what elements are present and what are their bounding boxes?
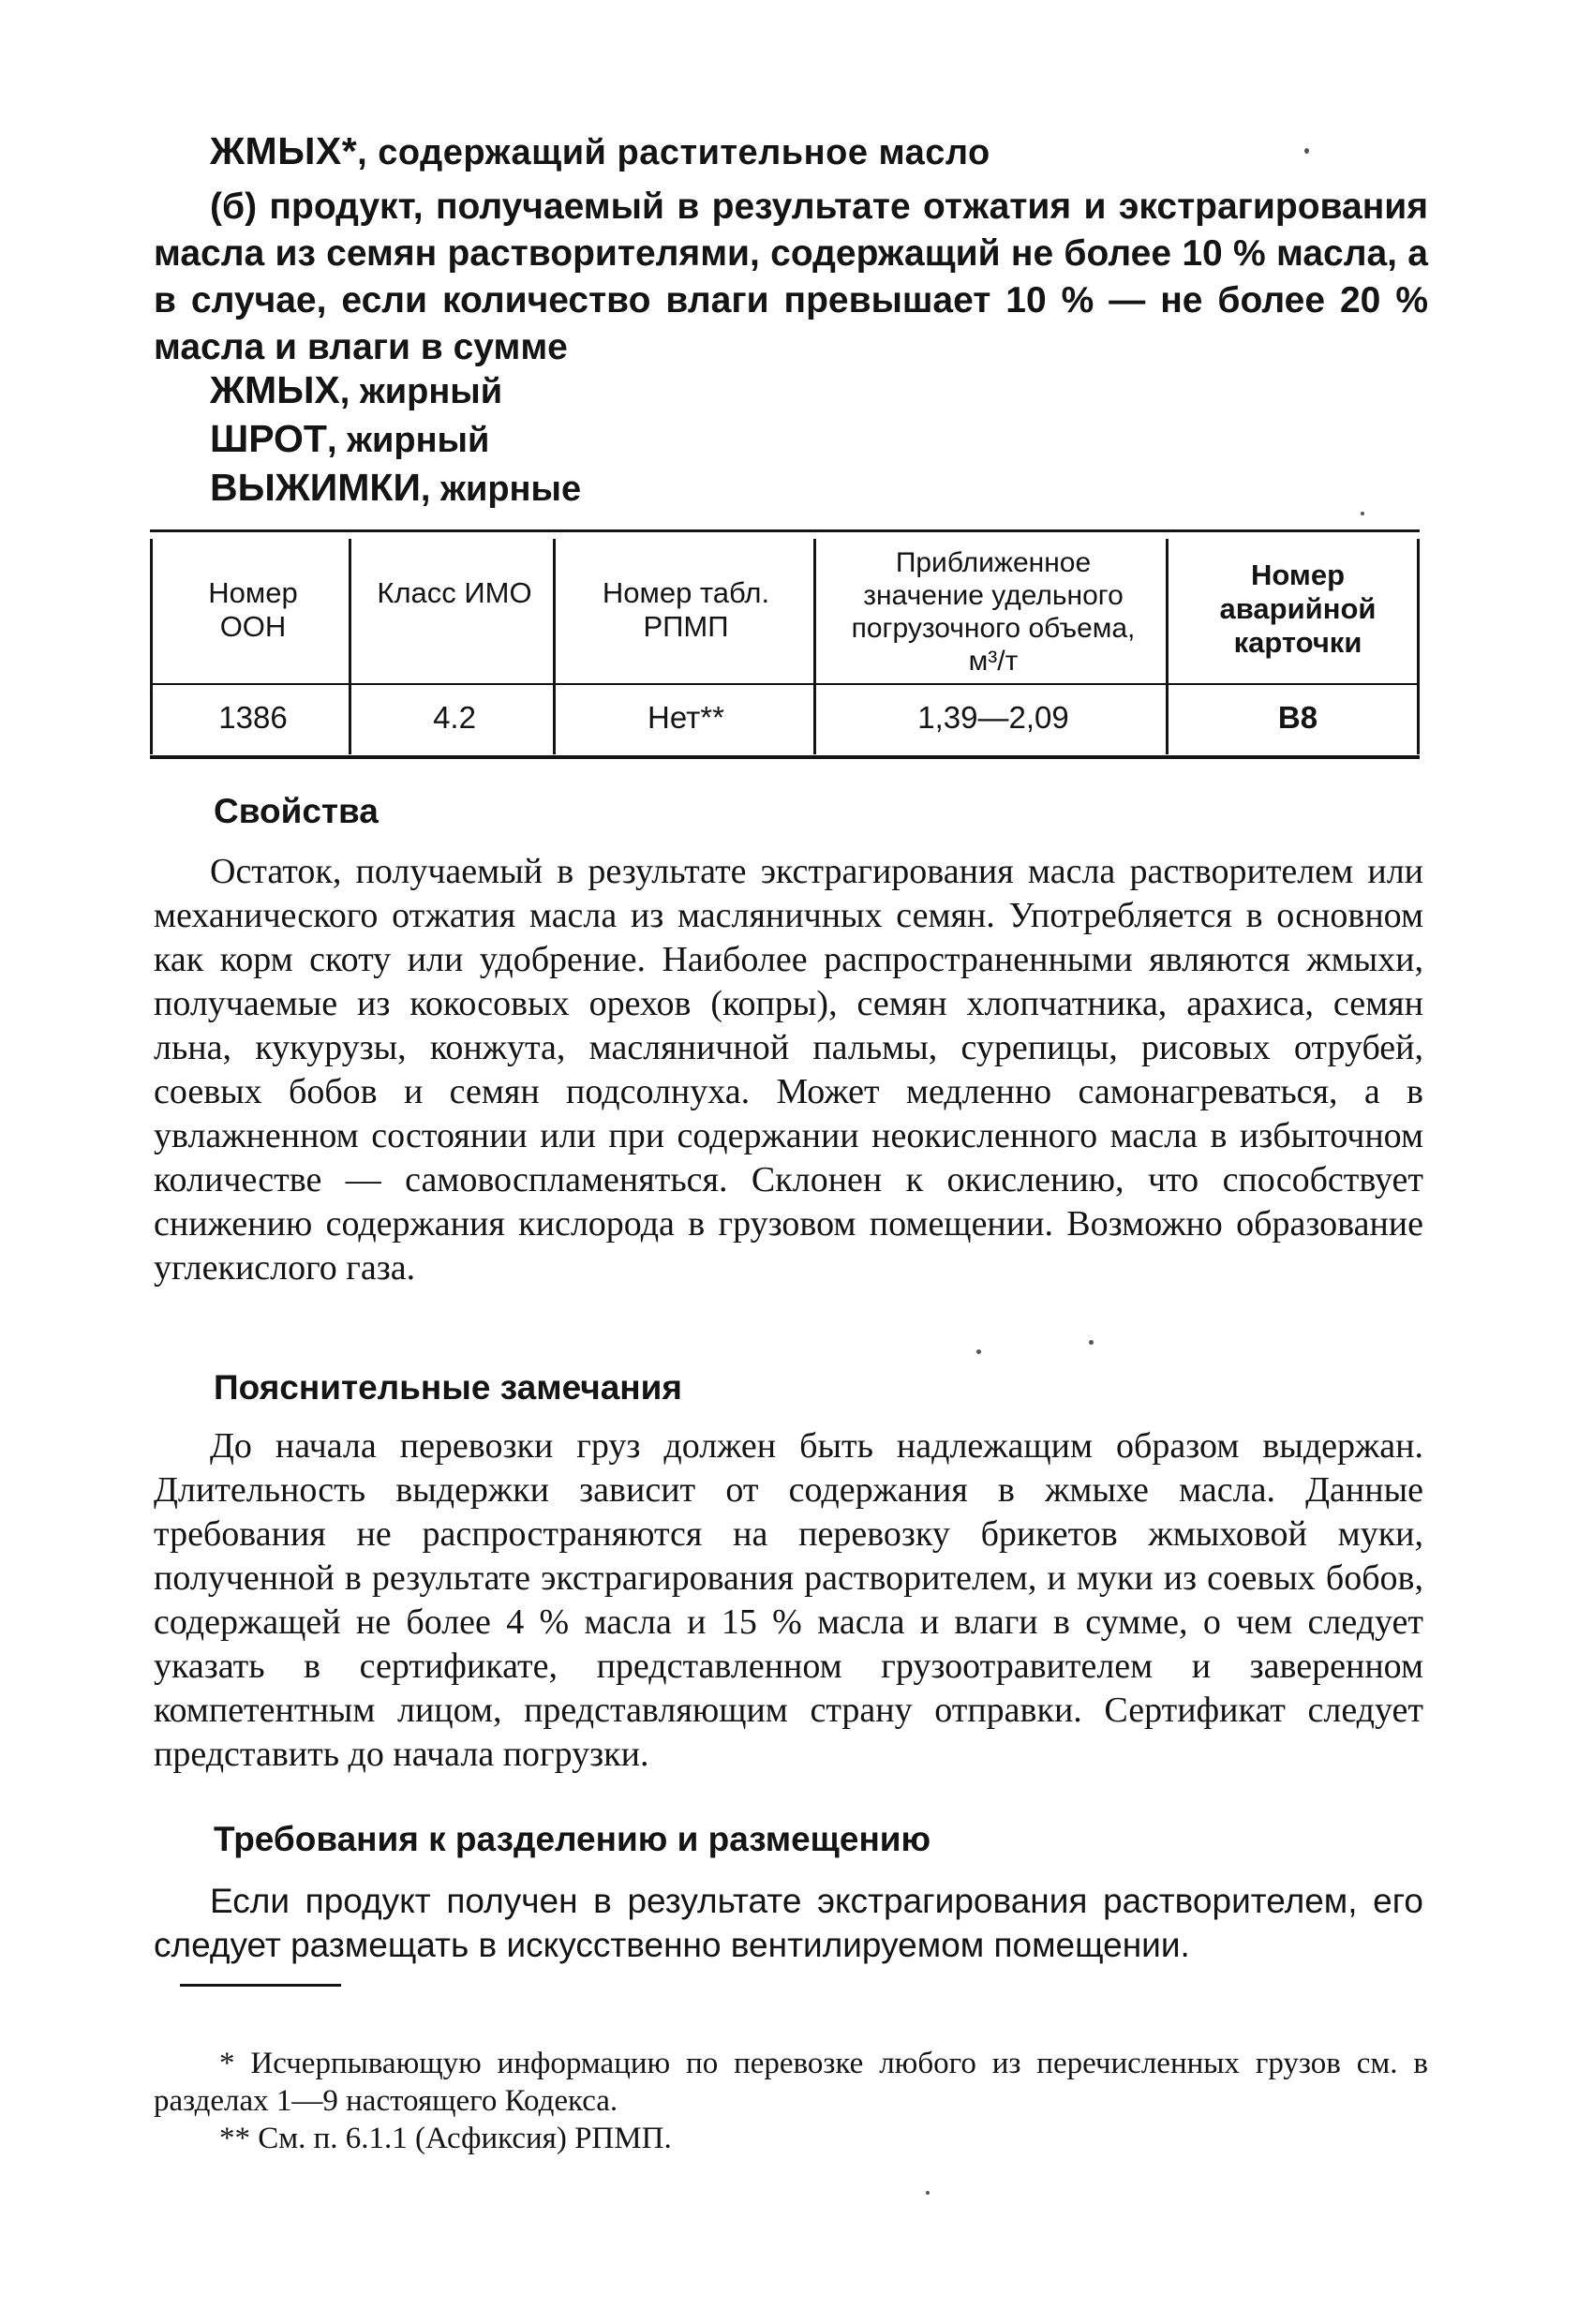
scan-speck xyxy=(1304,148,1309,154)
footnote-1: * Исчерпывающую информацию по перевозке любого из перечисленных грузов см. в разделах 1—9 настоящего Кодекса. xyxy=(154,2047,1428,2118)
alt-name-item: ВЫЖИМКИ, жирные xyxy=(210,466,582,509)
scan-speck xyxy=(976,1349,981,1354)
section-title-remarks: Пояснительные замечания xyxy=(214,1368,682,1407)
alternative-names xyxy=(210,365,581,512)
cargo-title-footnote-mark: * xyxy=(341,129,358,172)
cell-emergency-card: B8 xyxy=(1277,700,1318,735)
header-imo-class: Класс ИМО xyxy=(377,576,532,609)
header-rpmp-table: Номер табл. РПМП xyxy=(602,576,770,643)
footnote-separator xyxy=(180,1984,341,1987)
scan-speck xyxy=(926,2191,930,2195)
cell-stowage-factor: 1,39—2,09 xyxy=(917,700,1069,735)
header-stowage-factor: Приближенное значение удельного погрузочного объема, м³/т xyxy=(851,547,1136,677)
cargo-definition: (б) продукт, получаемый в результате отжатия и экстрагирования масла из семян растворителями, содержащий не более 10 % масла, а в случае, если количество влаги превышает 10 % — не более 20 % масла и влаги в сумме xyxy=(154,186,1428,367)
cell-imo-class: 4.2 xyxy=(433,700,476,735)
table-border-left xyxy=(150,539,153,754)
scan-speck xyxy=(1361,512,1364,515)
section-text-segregation: Если продукт получен в результате экстрагирования растворителем, его следует размещать в искусственно вентилируемом помещении. xyxy=(154,1882,1423,1964)
table-divider xyxy=(1166,539,1169,754)
alt-name-item: ЖМЫХ, жирный xyxy=(210,368,503,411)
section-text-remarks: До начала перевозки груз должен быть надлежащим образом выдержан. Длительность выдержки зависит от содержания в жмыхе масла. Данные требования не распространяются на перевозку брикетов жмыховой муки, полученной в результате экстрагирования растворителем, и муки из соевых бобов, содержащей не более 4 % масла и 15 % масла и влаги в сумме, о чем следует указать в сертификате, представленном грузоотравителем и заверенном компетентным лицом, представляющим страну отправки. Сертификат следует представить до начала погрузки. xyxy=(154,1426,1423,1774)
table-rule-top xyxy=(150,529,1420,532)
cell-rpmp-table: Нет** xyxy=(648,700,724,735)
table-border-right xyxy=(1417,539,1420,754)
cargo-title-rest: , содержащий растительное масло xyxy=(357,133,990,172)
table-rule-bottom xyxy=(150,755,1420,759)
section-title-properties: Свойства xyxy=(214,792,379,830)
table-divider xyxy=(349,539,351,754)
section-title-segregation: Требования к разделению и размещению xyxy=(214,1820,931,1858)
scan-speck xyxy=(1089,1340,1094,1345)
cargo-title xyxy=(210,129,990,173)
header-emergency-card: Номер аварийной карточки xyxy=(1219,559,1377,659)
table-rule-header xyxy=(150,683,1420,685)
cell-un-number: 1386 xyxy=(218,700,288,735)
footnote-2: ** См. п. 6.1.1 (Асфиксия) РПМП. xyxy=(219,2122,672,2155)
alt-name-item: ШРОТ, жирный xyxy=(210,417,490,460)
cargo-title-name: ЖМЫХ xyxy=(210,129,342,172)
section-text-properties: Остаток, получаемый в результате экстрагирования масла растворителем или механического отжатия масла из масляничных семян. Употребляется в основном как корм скоту или удобрение. Наиболее распространенными являются жмыхи, получаемые из кокосовых орехов (копры), семян хлопчатника, арахиса, семян льна, кукурузы, конжута, масляничной пальмы, сурепицы, рисовых отрубей, соевых бобов и семян подсолнуха. Может медленно самонагреваться, а в увлажненном состоянии или при содержании неокисленного масла в избыточном количестве — самовоспламеняться. Склонен к окислению, что способствует снижению содержания кислорода в грузовом помещении. Возможно образование углекислого газа. xyxy=(154,852,1423,1288)
header-un-number: Номер ООН xyxy=(208,576,298,643)
table-divider xyxy=(553,539,556,754)
table-divider xyxy=(813,539,816,754)
